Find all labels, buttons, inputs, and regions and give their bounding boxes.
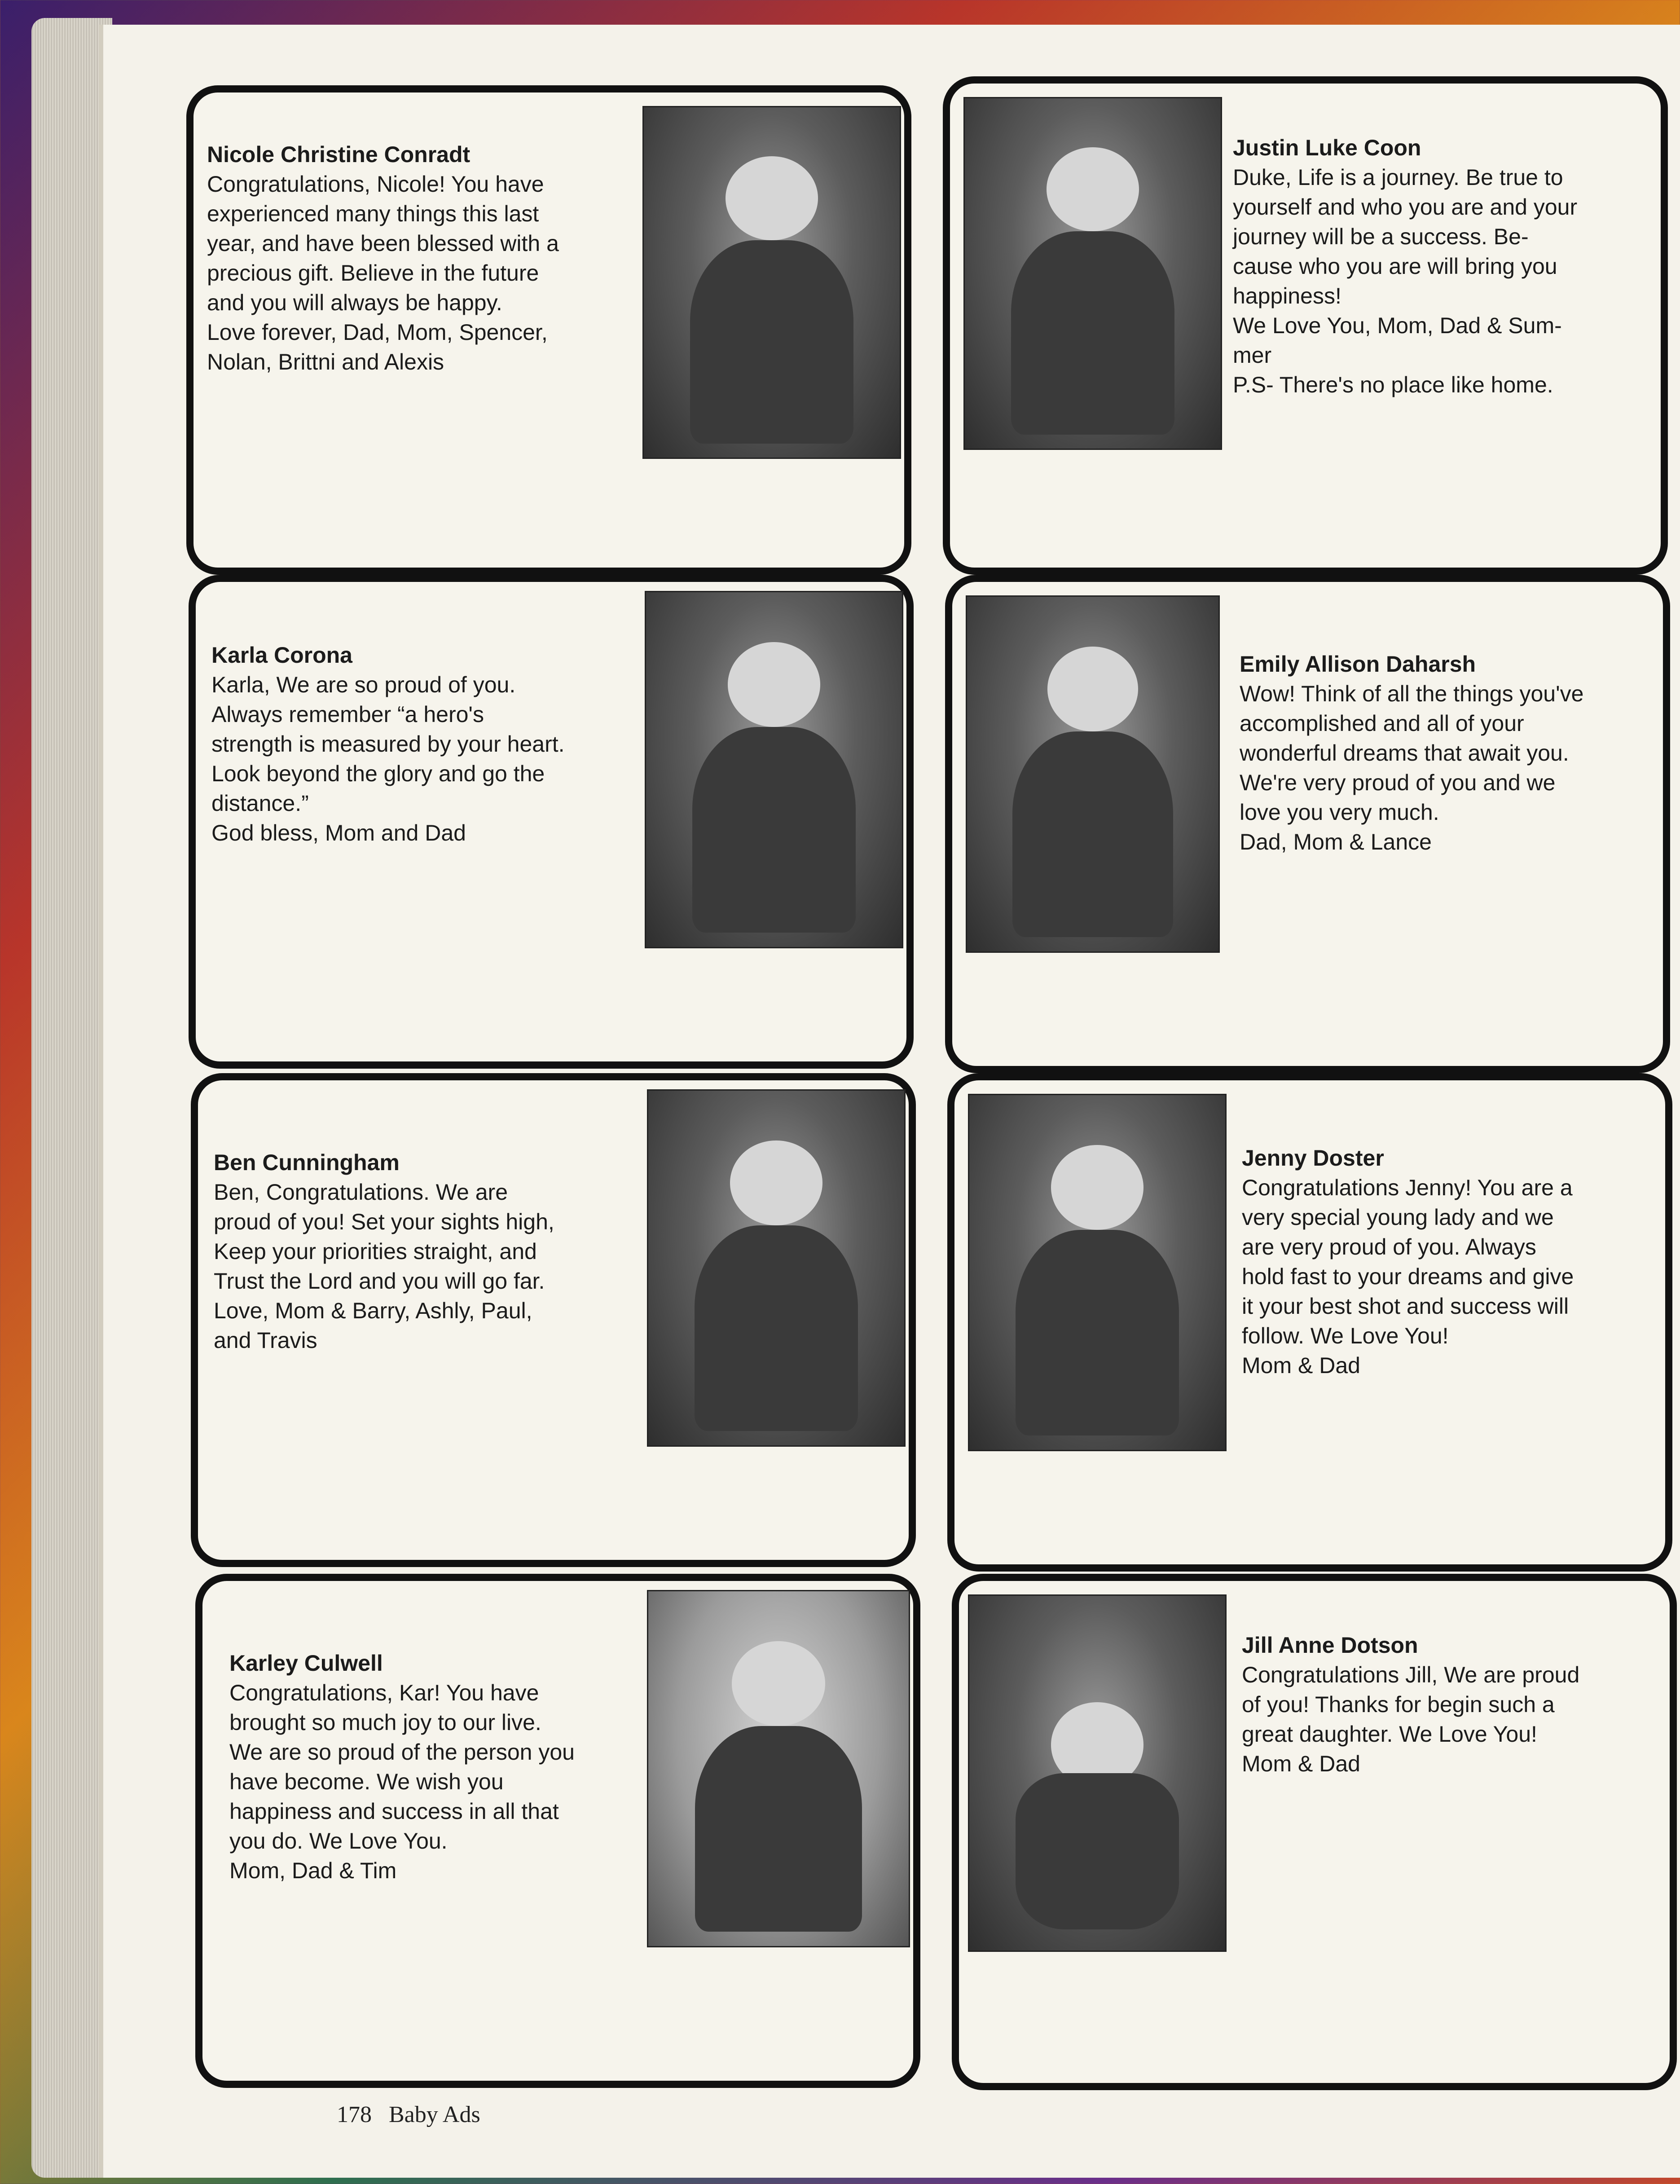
- ad-name: Nicole Christine Conradt: [207, 142, 471, 167]
- ad-text: Karla Corona Karla, We are so proud of you. Always remember “a hero's strength is measured by your heart. Look beyond the glory and go the distance.” God bless, Mom and Dad: [211, 640, 607, 848]
- baby-photo: [966, 595, 1220, 953]
- baby-photo: [968, 1094, 1227, 1451]
- page-number: 178: [337, 2102, 372, 2127]
- baby-ad-card: [945, 575, 1670, 1073]
- ad-text: Jill Anne Dotson Congratulations Jill, We are proud of you! Thanks for begin such a great daughter. We Love You! Mom & Dad: [1242, 1630, 1646, 1779]
- page-footer: [337, 2101, 497, 2128]
- baby-ad-card: [186, 85, 911, 575]
- baby-ad-card: [189, 575, 914, 1069]
- baby-photo: [642, 106, 901, 459]
- ad-text: Justin Luke Coon Duke, Life is a journey. Be true to yourself and who you are and your journey will be a success. Be- cause who you are will bring you happiness! We Love You, Mom, Dad & Sum- mer P.S- There's no place like home.: [1233, 133, 1637, 400]
- baby-ad-card: [952, 1574, 1677, 2090]
- ad-text: Nicole Christine Conradt Congratulations, Nicole! You have experienced many things this last year, and have been blessed with a precious gift. Believe in the future and you will always be happy. Love forever, Dad, Mom, Spencer, Nolan, Brittni and Alexis: [207, 140, 602, 377]
- ad-text: Emily Allison Daharsh Wow! Think of all the things you've accomplished and all of your wonderful dreams that await you. We're very proud of you and we love you very much. Dad, Mom & Lance: [1240, 649, 1644, 857]
- baby-ad-card: [943, 76, 1668, 575]
- ad-name: Karley Culwell: [229, 1651, 383, 1676]
- baby-ad-card: [195, 1574, 920, 2088]
- ad-name: Emily Allison Daharsh: [1240, 652, 1476, 677]
- ad-name: Jenny Doster: [1242, 1145, 1384, 1171]
- yearbook-page: [99, 25, 1680, 2178]
- ad-name: Karla Corona: [211, 643, 352, 668]
- baby-photo: [647, 1089, 906, 1447]
- baby-photo: [645, 591, 903, 948]
- baby-photo: [963, 97, 1222, 450]
- section-title: Baby Ads: [389, 2102, 480, 2127]
- ad-text: Karley Culwell Congratulations, Kar! You have brought so much joy to our live. We are so proud of the person you have become. We wish you happiness and success in all that you do. We Love You. Mom, Dad & Tim: [229, 1648, 625, 1885]
- ad-text: Jenny Doster Congratulations Jenny! You are a very special young lady and we are very proud of you. Always hold fast to your dreams and give it your best shot and success will follow. We Love You! Mom & Dad: [1242, 1143, 1646, 1380]
- baby-ad-card: [947, 1073, 1672, 1572]
- baby-photo: [647, 1590, 910, 1947]
- ad-text: Ben Cunningham Ben, Congratulations. We are proud of you! Set your sights high, Keep your priorities straight, and Trust the Lord and you will go far. Love, Mom & Barry, Ashly, Paul, and Travis: [214, 1148, 609, 1355]
- ad-name: Ben Cunningham: [214, 1150, 400, 1175]
- ad-name: Jill Anne Dotson: [1242, 1633, 1418, 1658]
- baby-photo: [968, 1594, 1227, 1952]
- ad-name: Justin Luke Coon: [1233, 135, 1421, 160]
- baby-ad-card: [191, 1073, 916, 1567]
